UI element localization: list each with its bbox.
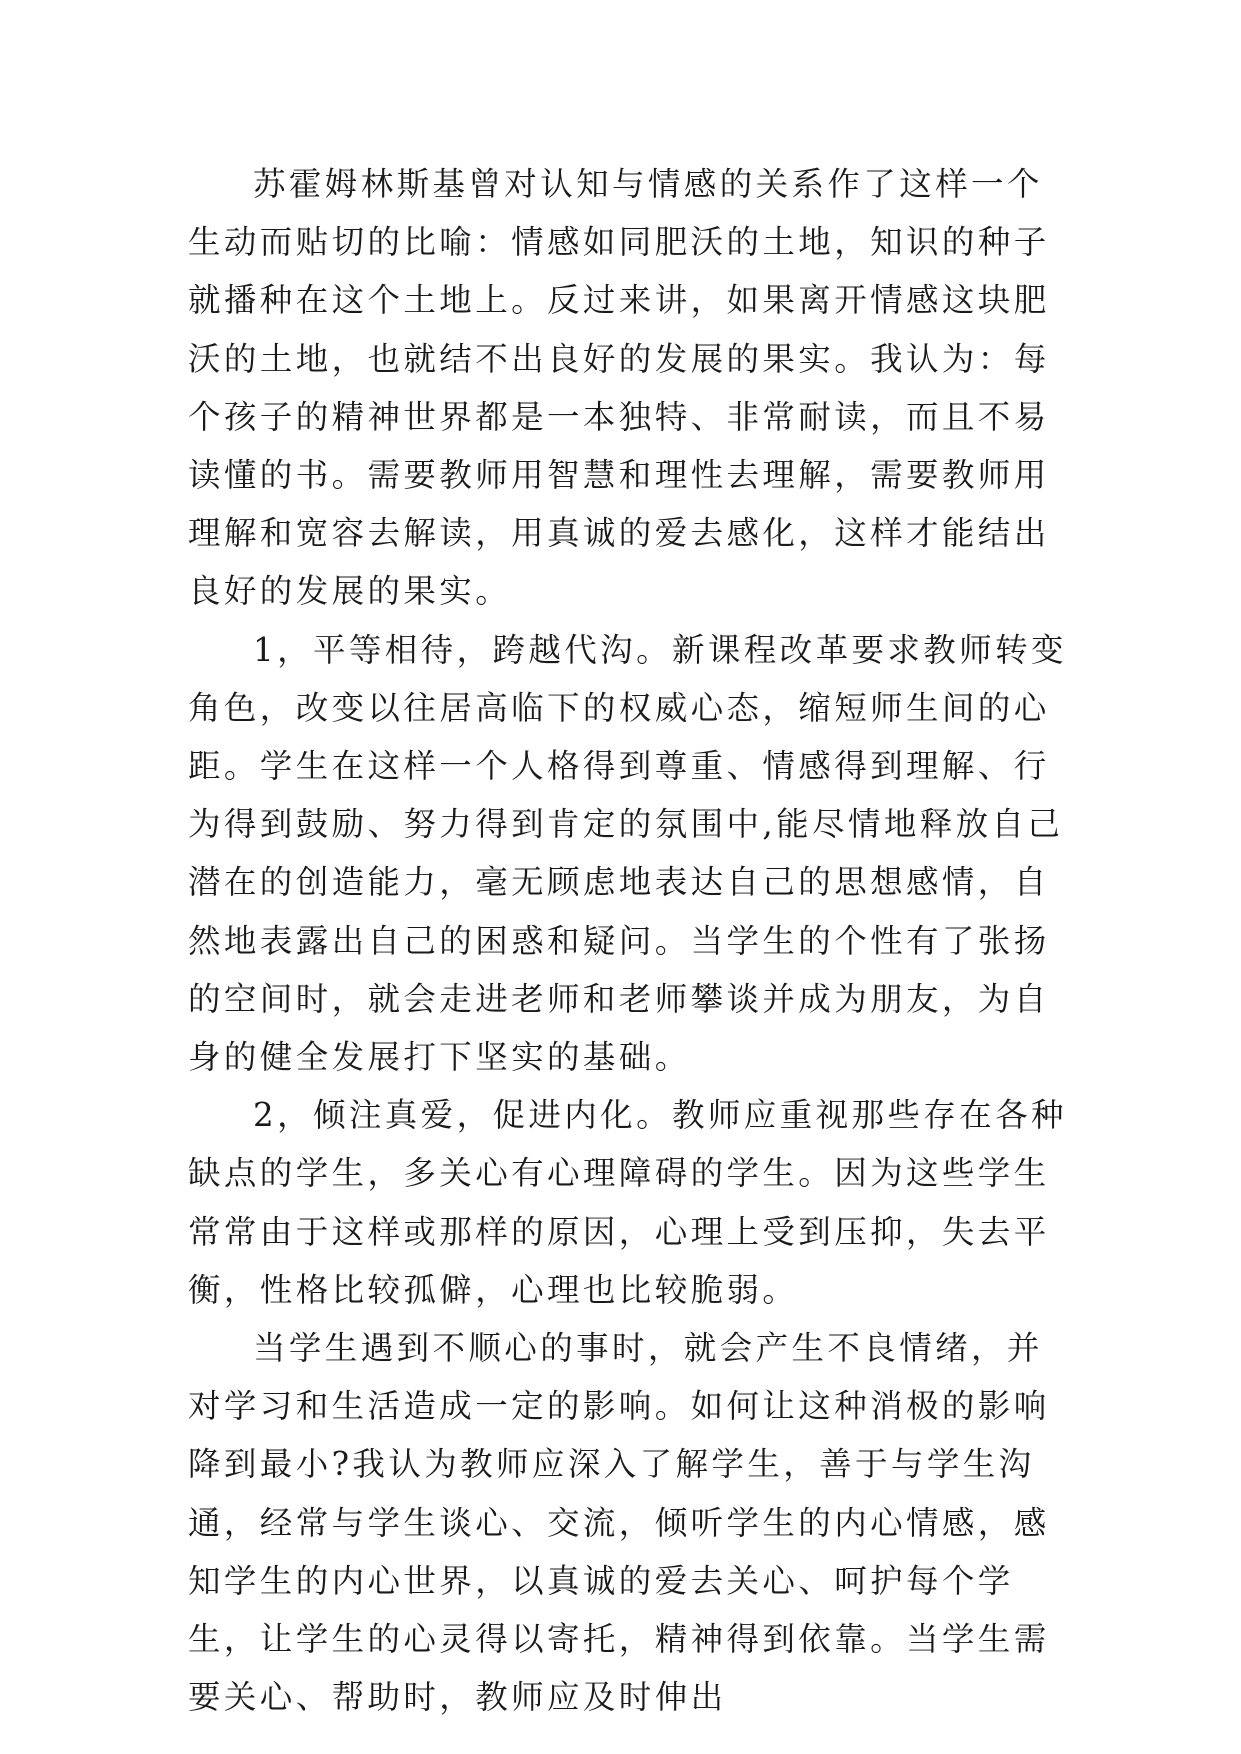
paragraph-continuation: 当学生遇到不顺心的事时，就会产生不良情绪，并对学习和生活造成一定的影响。如何让这种消极的影响降到最小?我认为教师应深入了解学生，善于与学生沟通，经常与学生谈心、交流，倾听学生的内心情感，感知学生的内心世界，以真诚的爱去关心、呵护每个学生，让学生的心灵得以寄托，精神得到依靠。当学生需要关心、帮助时，教师应及时伸出 [188,1329,1050,1717]
paragraph-point-1: 1，平等相待，跨越代沟。新课程改革要求教师转变角色，改变以往居高临下的权威心态，缩短师生间的心距。学生在这样一个人格得到尊重、情感得到理解、行为得到鼓励、努力得到肯定的氛围中,能尽情地释放自己潜在的创造能力，毫无顾虑地表达自己的思想感情，自然地表露出自己的困惑和疑问。当学生的个性有了张扬的空间时，就会走进老师和老师攀谈并成为朋友，为自身的健全发展打下坚实的基础。 [188,630,1067,1077]
paragraph-point-2: 2，倾注真爱，促进内化。教师应重视那些存在各种缺点的学生，多关心有心理障碍的学生。因为这些学生常常由于这样或那样的原因，心理上受到压抑，失去平衡，性格比较孤僻，心理也比较脆弱。 [188,1096,1067,1309]
paragraph-intro: 苏霍姆林斯基曾对认知与情感的关系作了这样一个生动而贴切的比喻：情感如同肥沃的土地，知识的种子就播种在这个土地上。反过来讲，如果离开情感这块肥沃的土地，也就结不出良好的发展的果实。我认为：每个孩子的精神世界都是一本独特、非常耐读，而且不易读懂的书。需要教师用智慧和理性去理解，需要教师用理解和宽容去解读，用真诚的爱去感化，这样才能结出良好的发展的果实。 [188,165,1050,611]
document-body [188,155,1068,1726]
